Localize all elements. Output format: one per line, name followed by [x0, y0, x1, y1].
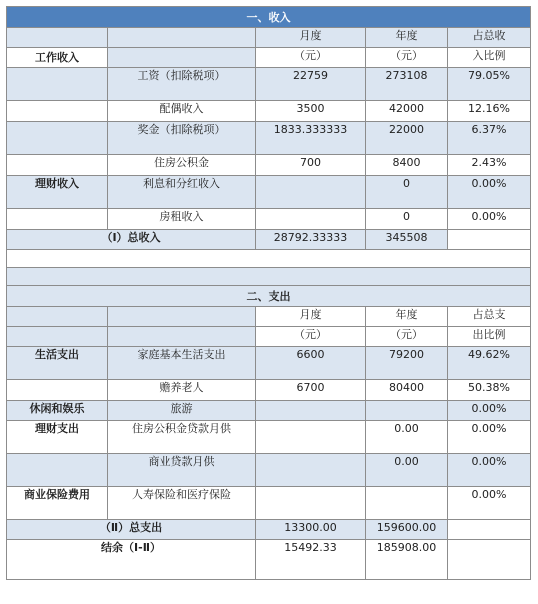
expense-total-row [7, 520, 531, 540]
expense-item: 商业贷款月供 [108, 454, 256, 487]
expense-item: 人寿保险和医疗保险 [108, 487, 256, 520]
finance-expense-label: 理财支出 [7, 421, 108, 454]
expense-pct: 0.00% [448, 401, 531, 421]
expense-year: 0.00 [366, 454, 448, 487]
income-pct: 6.37% [448, 122, 531, 155]
balance-row [7, 540, 531, 580]
expense-year: 79200 [366, 347, 448, 380]
income-item: 房租收入 [108, 209, 256, 230]
income-month: 700 [256, 155, 366, 176]
expense-total-label: （Ⅱ）总支出 [7, 520, 256, 540]
expense-year [366, 401, 448, 421]
income-total-month: 28792.33333 [256, 230, 366, 250]
expense-total-year: 159600.00 [366, 520, 448, 540]
expense-year: 0.00 [366, 421, 448, 454]
expense-pct: 49.62% [448, 347, 531, 380]
unit-month: （元） [256, 327, 366, 347]
col-header-month: 月度 [256, 28, 366, 48]
expense-month [256, 487, 366, 520]
budget-table [6, 6, 531, 580]
table-row [7, 401, 531, 421]
income-item: 工资（扣除税项） [108, 68, 256, 101]
expense-month [256, 454, 366, 487]
income-total-label: （Ⅰ）总收入 [7, 230, 256, 250]
income-item: 利息和分红收入 [108, 176, 256, 209]
col-header-pct: 占总收 [448, 28, 531, 48]
insurance-label: 商业保险费用 [7, 487, 108, 520]
balance-month: 15492.33 [256, 540, 366, 580]
income-year: 22000 [366, 122, 448, 155]
table-row [7, 155, 531, 176]
income-item: 奖金（扣除税项） [108, 122, 256, 155]
table-row [7, 421, 531, 454]
table-row [7, 380, 531, 401]
income-total-row [7, 230, 531, 250]
expense-total-month: 13300.00 [256, 520, 366, 540]
expense-pct: 50.38% [448, 380, 531, 401]
income-pct: 0.00% [448, 209, 531, 230]
table-row [7, 101, 531, 122]
col-header-year: 年度 [366, 28, 448, 48]
unit-year: （元） [366, 327, 448, 347]
income-section-title: 一、收入 [7, 7, 531, 28]
expense-month: 6700 [256, 380, 366, 401]
pct-header-line2: 入比例 [448, 48, 531, 68]
expense-item: 赡养老人 [108, 380, 256, 401]
expense-item: 旅游 [108, 401, 256, 421]
expense-item: 家庭基本生活支出 [108, 347, 256, 380]
expense-section-title: 二、支出 [7, 286, 531, 307]
expense-pct: 0.00% [448, 454, 531, 487]
expense-month [256, 401, 366, 421]
table-row [7, 209, 531, 230]
income-total-year: 345508 [366, 230, 448, 250]
col-header-pct: 占总支 [448, 307, 531, 327]
unit-year: （元） [366, 48, 448, 68]
income-month [256, 209, 366, 230]
unit-month: （元） [256, 48, 366, 68]
col-header-year: 年度 [366, 307, 448, 327]
table-row [7, 347, 531, 380]
balance-year: 185908.00 [366, 540, 448, 580]
income-year: 0 [366, 209, 448, 230]
expense-year [366, 487, 448, 520]
income-item: 住房公积金 [108, 155, 256, 176]
leisure-label: 休闲和娱乐 [7, 401, 108, 421]
finance-income-label: 理财收入 [7, 176, 108, 209]
income-year: 0 [366, 176, 448, 209]
income-month [256, 176, 366, 209]
table-row [7, 68, 531, 101]
col-header-month: 月度 [256, 307, 366, 327]
income-year: 8400 [366, 155, 448, 176]
income-pct: 0.00% [448, 176, 531, 209]
expense-pct: 0.00% [448, 487, 531, 520]
expense-month: 6600 [256, 347, 366, 380]
table-row [7, 487, 531, 520]
pct-header-line2: 出比例 [448, 327, 531, 347]
table-row [7, 176, 531, 209]
expense-year: 80400 [366, 380, 448, 401]
income-pct: 2.43% [448, 155, 531, 176]
income-pct: 12.16% [448, 101, 531, 122]
budget-sheet [6, 6, 530, 580]
living-expense-label: 生活支出 [7, 347, 108, 380]
income-item: 配偶收入 [108, 101, 256, 122]
income-month: 3500 [256, 101, 366, 122]
expense-month [256, 421, 366, 454]
expense-pct: 0.00% [448, 421, 531, 454]
income-year: 42000 [366, 101, 448, 122]
income-pct: 79.05% [448, 68, 531, 101]
income-year: 273108 [366, 68, 448, 101]
table-row [7, 122, 531, 155]
income-month: 22759 [256, 68, 366, 101]
expense-item: 住房公积金贷款月供 [108, 421, 256, 454]
income-month: 1833.333333 [256, 122, 366, 155]
work-income-label: 工作收入 [7, 48, 108, 68]
balance-label: 结余（Ⅰ-Ⅱ） [7, 540, 256, 580]
table-row [7, 454, 531, 487]
